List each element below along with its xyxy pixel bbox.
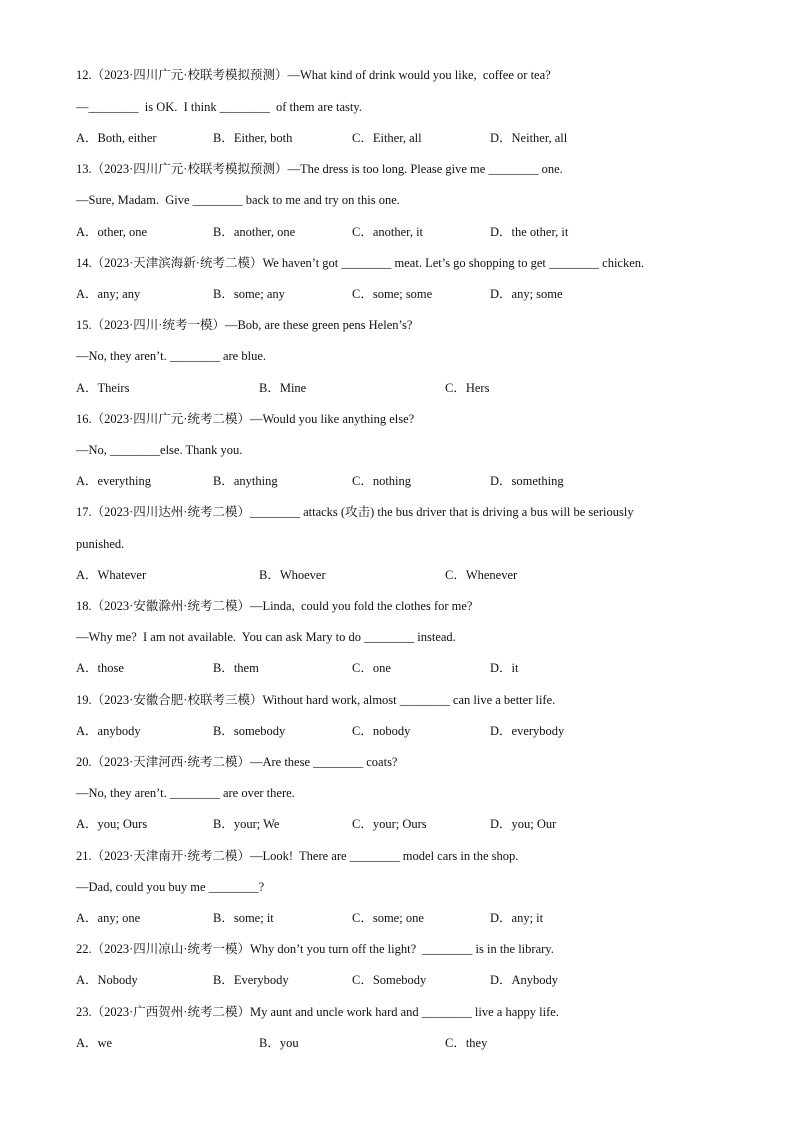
option-b: B．Whoever <box>259 568 326 582</box>
question-12-line-2: —________ is OK. I think ________ of them are tasty. <box>76 100 362 114</box>
option-a: A．Whatever <box>76 568 147 582</box>
option-d: D．something <box>490 474 564 488</box>
question-19-line-1: 19.（2023·安徽合肥·校联考三模）Without hard work, almost ________ can live a better life. <box>76 693 556 707</box>
option-c: C．one <box>352 661 391 675</box>
option-a: A．you; Ours <box>76 817 148 831</box>
option-a: A．anybody <box>76 724 141 738</box>
option-c: C．nothing <box>352 474 412 488</box>
option-c: C．another, it <box>352 225 424 239</box>
question-21-line-2: —Dad, could you buy me ________? <box>76 880 265 894</box>
option-c: C．Hers <box>445 381 490 395</box>
question-14-line-1: 14.（2023·天津滨海新·统考二模）We haven’t got ________ meat. Let’s go shopping to get ________ chicken. <box>76 256 645 270</box>
option-c: C．Either, all <box>352 131 422 145</box>
question-20-options <box>76 816 736 832</box>
option-d: D．you; Our <box>490 817 557 831</box>
question-17-line-1: 17.（2023·四川达州·统考二模）________ attacks (攻击) the bus driver that is driving a bus will be seriously <box>76 505 634 519</box>
option-a: A．Theirs <box>76 381 130 395</box>
option-d: D．everybody <box>490 724 565 738</box>
question-18-line-1: 18.（2023·安徽滁州·统考二模）—Linda, could you fold the clothes for me? <box>76 599 473 613</box>
option-a: A．Nobody <box>76 973 138 987</box>
question-13-line-2: —Sure, Madam. Give ________ back to me and try on this one. <box>76 193 400 207</box>
question-17-line-2: punished. <box>76 537 125 551</box>
option-a: A．other, one <box>76 225 148 239</box>
option-c: C．nobody <box>352 724 411 738</box>
question-20-line-1: 20.（2023·天津河西·统考二模）—Are these ________ coats? <box>76 755 398 769</box>
option-d: D．the other, it <box>490 225 569 239</box>
option-a: A．Both, either <box>76 131 157 145</box>
option-b: B．Mine <box>259 381 307 395</box>
option-d: D．it <box>490 661 519 675</box>
option-d: D．Anybody <box>490 973 559 987</box>
question-16-line-1: 16.（2023·四川广元·统考二模）—Would you like anything else? <box>76 412 415 426</box>
option-c: C．your; Ours <box>352 817 427 831</box>
question-21-line-1: 21.（2023·天津南开·统考二模）—Look! There are ________ model cars in the shop. <box>76 849 519 863</box>
option-b: B．Everybody <box>213 973 289 987</box>
question-22-line-1: 22.（2023·四川凉山·统考一模）Why don’t you turn off the light? ________ is in the library. <box>76 942 554 956</box>
option-a: A．any; any <box>76 287 141 301</box>
option-b: B．them <box>213 661 259 675</box>
option-b: B．some; it <box>213 911 274 925</box>
option-b: B．Either, both <box>213 131 293 145</box>
question-13-options <box>76 224 736 240</box>
question-18-options <box>76 660 736 676</box>
option-a: A．any; one <box>76 911 141 925</box>
option-a: A．everything <box>76 474 151 488</box>
option-c: C．they <box>445 1036 488 1050</box>
question-16-line-2: —No, ________else. Thank you. <box>76 443 243 457</box>
option-b: B．you <box>259 1036 299 1050</box>
question-14-options <box>76 286 736 302</box>
question-18-line-2: —Why me? I am not available. You can ask Mary to do ________ instead. <box>76 630 456 644</box>
question-13-line-1: 13.（2023·四川广元·校联考模拟预测）—The dress is too long. Please give me ________ one. <box>76 162 563 176</box>
option-c: C．some; some <box>352 287 433 301</box>
option-b: B．some; any <box>213 287 285 301</box>
option-a: A．we <box>76 1036 113 1050</box>
question-17-options <box>76 567 736 583</box>
question-23-options <box>76 1035 736 1051</box>
option-d: D．any; some <box>490 287 563 301</box>
option-d: D．Neither, all <box>490 131 568 145</box>
option-b: B．your; We <box>213 817 280 831</box>
question-12-line-1: 12.（2023·四川广元·校联考模拟预测）—What kind of drink would you like, coffee or tea? <box>76 68 551 82</box>
question-21-options <box>76 910 736 926</box>
question-12-options <box>76 130 736 146</box>
option-d: D．any; it <box>490 911 544 925</box>
question-15-line-2: —No, they aren’t. ________ are blue. <box>76 349 266 363</box>
option-c: C．Whenever <box>445 568 518 582</box>
option-b: B．somebody <box>213 724 286 738</box>
option-b: B．anything <box>213 474 278 488</box>
question-19-options <box>76 723 736 739</box>
question-16-options <box>76 473 736 489</box>
question-20-line-2: —No, they aren’t. ________ are over there. <box>76 786 295 800</box>
option-b: B．another, one <box>213 225 296 239</box>
option-a: A．those <box>76 661 124 675</box>
option-c: C．some; one <box>352 911 424 925</box>
question-22-options <box>76 972 736 988</box>
question-15-options <box>76 380 736 396</box>
option-c: C．Somebody <box>352 973 427 987</box>
question-15-line-1: 15.（2023·四川·统考一模）—Bob, are these green pens Helen’s? <box>76 318 413 332</box>
question-23-line-1: 23.（2023·广西贺州·统考二模）My aunt and uncle work hard and ________ live a happy life. <box>76 1005 559 1019</box>
